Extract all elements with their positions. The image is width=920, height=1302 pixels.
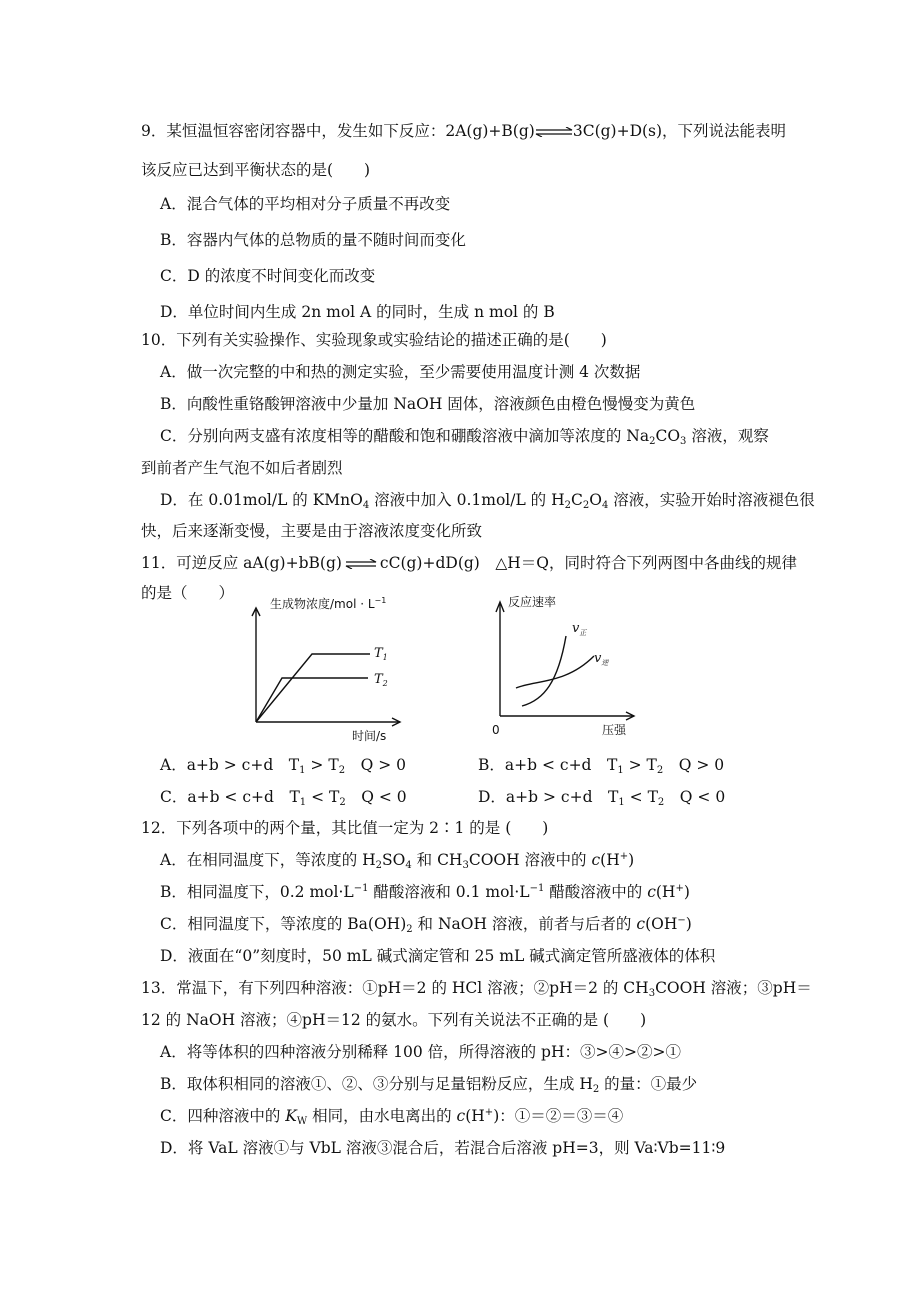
equilibrium-arrow-icon	[342, 559, 380, 569]
curve-t1	[256, 654, 370, 722]
q11-option-c: C．a+b < c+d $T_1 < T_2$ Q < 0	[160, 788, 407, 808]
q9-option-b: B．容器内气体的总物质的量不随时间而变化	[160, 231, 466, 249]
q10-option-d-line1: D．在 0.01mol/L 的 KMnO$_4$ 溶液中加入 0.1mol/L 的 $H_2C_2O_4$ 溶液，实验开始时溶液褪色很	[160, 491, 815, 511]
q13-stem-line2: 12 的 NaOH 溶液；④pH＝12 的氨水。下列有关说法不正确的是 ( )	[141, 1011, 647, 1029]
q12-option-b: B．相同温度下，0.2 $mol\cdot L^{-1}$ 醋酸溶液和 0.1 $mol\cdot L^{-1}$ 醋酸溶液中的 c(H+)	[160, 883, 690, 901]
q10-option-d-line2: 快，后来逐渐变慢，主要是由于溶液浓度变化所致	[141, 522, 483, 540]
q10-option-a: A．做一次完整的中和热的测定实验，至少需要使用温度计测 4 次数据	[160, 363, 641, 381]
label-v-forward: $v_正$	[572, 621, 587, 637]
curve-forward-rate	[522, 636, 566, 706]
q9-stem-line1: 9．某恒温恒容密闭容器中，发生如下反应：2A(g)+B(g) 3C(g)+D(s)，下列说法能表明	[141, 122, 787, 140]
q11-stem-line2: 的是（ ）	[141, 584, 235, 602]
y-axis-label: 生成物浓度$/mol \cdot L^{-1}$	[270, 596, 387, 611]
concentration-time-chart	[240, 594, 420, 746]
q9-option-a: A．混合气体的平均相对分子质量不再改变	[160, 195, 451, 213]
q10-option-c-line2: 到前者产生气泡不如后者剧烈	[141, 459, 343, 477]
curve-reverse-rate	[516, 656, 594, 688]
q11-stem-line1: 11．可逆反应 aA(g)+bB(g) cC(g)+dD(g) △H＝Q，同时符合下列两图中各曲线的规律	[141, 554, 797, 572]
label-v-reverse: $v_逆$	[594, 651, 609, 667]
q9-option-c: C．D 的浓度不时间变化而改变	[160, 267, 376, 285]
origin-label: 0	[492, 723, 500, 737]
q12-stem: 12．下列各项中的两个量，其比值一定为 2∶1 的是 ( )	[141, 819, 549, 837]
q12-option-d: D．液面在“0”刻度时，50 mL 碱式滴定管和 25 mL 碱式滴定管所盛液体的体积	[160, 947, 716, 965]
q11-option-d: D．a+b > c+d $T_1 < T_2$ Q < 0	[478, 788, 726, 808]
x-axis-label: 压强	[602, 723, 627, 737]
label-t2: $T_2$	[374, 672, 388, 688]
q9-option-d: D．单位时间内生成 2n mol A 的同时，生成 n mol 的 B	[160, 303, 555, 321]
q12-option-a: A．在相同温度下，等浓度的 $H_2SO_4$ 和 $CH_3COOH$ 溶液中的 c(H+)	[160, 851, 635, 871]
curve-t2	[256, 678, 368, 722]
q10-stem: 10．下列有关实验操作、实验现象或实验结论的描述正确的是( )	[141, 331, 607, 349]
q10-option-c-line1: C．分别向两支盛有浓度相等的醋酸和饱和硼酸溶液中滴加等浓度的 $Na_2CO_3$ 溶液，观察	[160, 427, 769, 447]
equilibrium-arrow-icon	[535, 127, 573, 137]
q13-option-a: A．将等体积的四种溶液分别稀释 100 倍，所得溶液的 pH：③>④>②>①	[160, 1043, 681, 1061]
y-axis-label: 反应速率	[508, 595, 557, 609]
q13-stem-line1: 13．常温下，有下列四种溶液：①pH＝2 的 HCl 溶液；②pH＝2 的 $CH_3COOH$ 溶液；③pH＝	[141, 979, 812, 999]
x-axis-label: 时间/s	[352, 729, 387, 743]
q13-option-b: B．取体积相同的溶液①、②、③分别与足量铝粉反应，生成 $H_2$ 的量：①最少	[160, 1075, 698, 1095]
q13-option-d: D．将 VaL 溶液①与 VbL 溶液③混合后，若混合后溶液 pH=3，则 Va∶Vb=11∶9	[160, 1139, 726, 1157]
q9-stem-line2: 该反应已达到平衡状态的是( )	[141, 161, 371, 179]
q11-option-a: A．a+b > c+d $T_1 > T_2$ Q > 0	[160, 756, 406, 776]
q10-option-b: B．向酸性重铬酸钾溶液中少量加 NaOH 固体，溶液颜色由橙色慢慢变为黄色	[160, 395, 696, 413]
label-t1: $T_1$	[374, 646, 388, 662]
q12-option-c: C．相同温度下，等浓度的 $Ba(OH)_2$ 和 NaOH 溶液，前者与后者的 c(OH−)	[160, 915, 692, 935]
q13-option-c: C．四种溶液中的 $K_W$ 相同，由水电离出的 c(H+)：①＝②＝③＝④	[160, 1107, 624, 1127]
rate-pressure-chart	[486, 590, 646, 742]
q11-option-b: B．a+b < c+d $T_1 > T_2$ Q > 0	[478, 756, 725, 776]
